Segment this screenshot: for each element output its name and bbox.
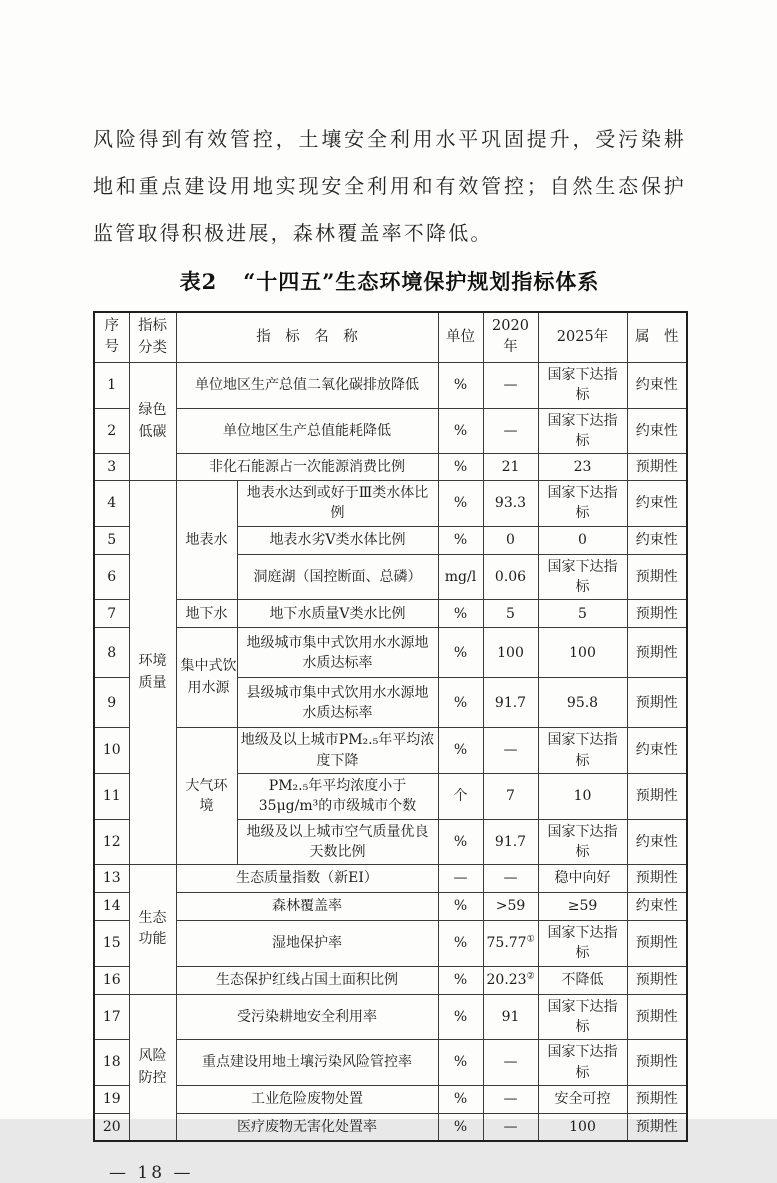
indicator-name-cell: PM₂.₅年平均浓度小于35μg/m³的市级城市个数 xyxy=(237,773,438,819)
unit-cell: % xyxy=(438,1113,483,1141)
indicator-name-cell: 地下水质量Ⅴ类水比例 xyxy=(237,600,438,628)
value-2025-cell: 国家下达指标 xyxy=(538,1040,627,1086)
unit-cell: % xyxy=(438,362,483,408)
indicator-name-cell: 县级城市集中式饮用水水源地水质达标率 xyxy=(237,678,438,728)
attribute-cell: 约束性 xyxy=(627,408,687,454)
row-number-cell: 19 xyxy=(94,1085,129,1113)
row-number-cell: 4 xyxy=(94,481,129,527)
table-title-prefix: 表2 xyxy=(179,269,218,294)
row-number-cell: 9 xyxy=(94,678,129,728)
category-cell-green: 绿色低碳 xyxy=(129,362,176,480)
attribute-cell: 预期性 xyxy=(627,865,687,893)
attribute-cell: 约束性 xyxy=(627,728,687,774)
indicator-name-cell: 湿地保护率 xyxy=(176,921,438,967)
indicator-name-cell: 地表水劣Ⅴ类水体比例 xyxy=(237,526,438,554)
value-2020-cell: 91.7 xyxy=(483,819,538,865)
value-2020-cell: — xyxy=(483,1113,538,1141)
value-2025-cell: 23 xyxy=(538,454,627,481)
value-2025-cell: 95.8 xyxy=(538,678,627,728)
value-2025-cell: 国家下达指标 xyxy=(538,819,627,865)
value-2025-cell: 0 xyxy=(538,526,627,554)
table-row xyxy=(94,600,687,628)
footnote-marker: ② xyxy=(526,971,535,982)
value-2025-cell: 安全可控 xyxy=(538,1085,627,1113)
value-2020-cell: 91.7 xyxy=(483,678,538,728)
value-2025-cell: 5 xyxy=(538,600,627,628)
indicator-name-cell: 生态保护红线占国土面积比例 xyxy=(176,966,438,994)
indicator-name-cell: 森林覆盖率 xyxy=(176,893,438,921)
row-number-cell: 1 xyxy=(94,362,129,408)
value-2020-cell: 21 xyxy=(483,454,538,481)
table-row xyxy=(94,628,687,678)
indicator-name-cell: 地表水达到或好于Ⅲ类水体比例 xyxy=(237,481,438,527)
value-2020-cell: — xyxy=(483,865,538,893)
col-header-attr: 属 性 xyxy=(627,312,687,362)
value-2020-cell: 7 xyxy=(483,773,538,819)
table-row xyxy=(94,408,687,454)
unit-cell: 个 xyxy=(438,773,483,819)
unit-cell: % xyxy=(438,481,483,527)
table-row xyxy=(94,966,687,994)
category-cell-ecology: 生态功能 xyxy=(129,865,176,995)
attribute-cell: 约束性 xyxy=(627,481,687,527)
col-header-no: 序号 xyxy=(94,312,129,362)
value-2025-cell: 国家下达指标 xyxy=(538,362,627,408)
value-2020-cell: — xyxy=(483,362,538,408)
value-2020-cell: — xyxy=(483,728,538,774)
value-2020-cell: 93.3 xyxy=(483,481,538,527)
indicator-name-cell: 生态质量指数（新EI） xyxy=(176,865,438,893)
col-header-2025: 2025年 xyxy=(538,312,627,362)
row-number-cell: 10 xyxy=(94,728,129,774)
attribute-cell: 预期性 xyxy=(627,600,687,628)
indicator-name-cell: 单位地区生产总值二氧化碳排放降低 xyxy=(176,362,438,408)
value-2020-cell: 91 xyxy=(483,994,538,1040)
table-title xyxy=(93,266,686,296)
unit-cell: % xyxy=(438,893,483,921)
table-row xyxy=(94,865,687,893)
value-2025-cell: 不降低 xyxy=(538,966,627,994)
body-paragraph: 风险得到有效管控，土壤安全利用水平巩固提升，受污染耕地和重点建设用地实现安全利用和有效管控；自然生态保护监管取得积极进展，森林覆盖率不降低。 xyxy=(93,127,686,245)
category-cell-environment: 环境质量 xyxy=(129,481,176,865)
row-number-cell: 6 xyxy=(94,554,129,600)
col-header-name: 指 标 名 称 xyxy=(176,312,438,362)
table-row xyxy=(94,728,687,774)
attribute-cell: 约束性 xyxy=(627,362,687,408)
unit-cell: % xyxy=(438,921,483,967)
value-2020-cell: 0 xyxy=(483,526,538,554)
indicator-name-cell: 地级及以上城市PM₂.₅年平均浓度下降 xyxy=(237,728,438,774)
indicator-name-cell: 地级城市集中式饮用水水源地水质达标率 xyxy=(237,628,438,678)
value-2020-cell: — xyxy=(483,408,538,454)
table-row xyxy=(94,893,687,921)
value-2025-cell: 国家下达指标 xyxy=(538,554,627,600)
value-2020-cell: 5 xyxy=(483,600,538,628)
table-row xyxy=(94,362,687,408)
value-2025-cell: 100 xyxy=(538,628,627,678)
footnote-marker: ① xyxy=(526,934,535,945)
value-2025-cell: 国家下达指标 xyxy=(538,728,627,774)
value-2020-cell: >59 xyxy=(483,893,538,921)
indicator-name-cell: 医疗废物无害化处置率 xyxy=(176,1113,438,1141)
unit-cell: % xyxy=(438,454,483,481)
subcategory-cell-drinking-water: 集中式饮用水源 xyxy=(176,628,237,728)
attribute-cell: 约束性 xyxy=(627,893,687,921)
unit-cell: % xyxy=(438,1040,483,1086)
indicator-name-cell: 工业危险废物处置 xyxy=(176,1085,438,1113)
value-2025-cell: 100 xyxy=(538,1113,627,1141)
row-number-cell: 15 xyxy=(94,921,129,967)
table-row xyxy=(94,1113,687,1141)
unit-cell: — xyxy=(438,865,483,893)
unit-cell: % xyxy=(438,628,483,678)
unit-cell: % xyxy=(438,994,483,1040)
table-row xyxy=(94,921,687,967)
table-row xyxy=(94,1085,687,1113)
table-title-main: “十四五”生态环境保护规划指标体系 xyxy=(243,269,600,294)
header-row xyxy=(94,312,687,362)
attribute-cell: 预期性 xyxy=(627,921,687,967)
attribute-cell: 预期性 xyxy=(627,773,687,819)
table-row xyxy=(94,1040,687,1086)
indicator-table xyxy=(93,311,688,1142)
unit-cell: % xyxy=(438,526,483,554)
attribute-cell: 预期性 xyxy=(627,1085,687,1113)
value-2020-cell: 20.23② xyxy=(483,966,538,994)
page-number: — 18 — xyxy=(109,1163,194,1183)
table-row xyxy=(94,994,687,1040)
col-header-category: 指标分类 xyxy=(129,312,176,362)
attribute-cell: 约束性 xyxy=(627,819,687,865)
row-number-cell: 14 xyxy=(94,893,129,921)
value-2025-cell: 稳中向好 xyxy=(538,865,627,893)
attribute-cell: 预期性 xyxy=(627,454,687,481)
row-number-cell: 8 xyxy=(94,628,129,678)
row-number-cell: 5 xyxy=(94,526,129,554)
indicator-name-cell: 非化石能源占一次能源消费比例 xyxy=(176,454,438,481)
unit-cell: % xyxy=(438,966,483,994)
attribute-cell: 预期性 xyxy=(627,994,687,1040)
attribute-cell: 约束性 xyxy=(627,526,687,554)
col-header-unit: 单位 xyxy=(438,312,483,362)
value-2020-cell: 0.06 xyxy=(483,554,538,600)
row-number-cell: 16 xyxy=(94,966,129,994)
row-number-cell: 18 xyxy=(94,1040,129,1086)
row-number-cell: 3 xyxy=(94,454,129,481)
attribute-cell: 预期性 xyxy=(627,1113,687,1141)
col-header-2020: 2020年 xyxy=(483,312,538,362)
unit-cell: % xyxy=(438,600,483,628)
value-2025-cell: 国家下达指标 xyxy=(538,921,627,967)
indicator-name-cell: 重点建设用地土壤污染风险管控率 xyxy=(176,1040,438,1086)
attribute-cell: 预期性 xyxy=(627,678,687,728)
unit-cell: mg/l xyxy=(438,554,483,600)
unit-cell: % xyxy=(438,728,483,774)
row-number-cell: 7 xyxy=(94,600,129,628)
indicator-name-cell: 受污染耕地安全利用率 xyxy=(176,994,438,1040)
unit-cell: % xyxy=(438,1085,483,1113)
row-number-cell: 20 xyxy=(94,1113,129,1141)
value-2025-cell: 10 xyxy=(538,773,627,819)
subcategory-cell-atmosphere: 大气环境 xyxy=(176,728,237,865)
unit-cell: % xyxy=(438,819,483,865)
value-2025-cell: 国家下达指标 xyxy=(538,408,627,454)
row-number-cell: 17 xyxy=(94,994,129,1040)
unit-cell: % xyxy=(438,408,483,454)
attribute-cell: 预期性 xyxy=(627,966,687,994)
value-2020-cell: — xyxy=(483,1085,538,1113)
value-2025-cell: 国家下达指标 xyxy=(538,481,627,527)
indicator-name-cell: 单位地区生产总值能耗降低 xyxy=(176,408,438,454)
row-number-cell: 11 xyxy=(94,773,129,819)
attribute-cell: 预期性 xyxy=(627,554,687,600)
category-cell-risk: 风险防控 xyxy=(129,994,176,1141)
table-row xyxy=(94,481,687,527)
indicator-name-cell: 地级及以上城市空气质量优良天数比例 xyxy=(237,819,438,865)
subcategory-cell-surface-water: 地表水 xyxy=(176,481,237,600)
value-2025-cell: ≥59 xyxy=(538,893,627,921)
table-row xyxy=(94,454,687,481)
value-2020-cell: 100 xyxy=(483,628,538,678)
attribute-cell: 预期性 xyxy=(627,628,687,678)
subcategory-cell-groundwater: 地下水 xyxy=(176,600,237,628)
row-number-cell: 2 xyxy=(94,408,129,454)
unit-cell: % xyxy=(438,678,483,728)
row-number-cell: 12 xyxy=(94,819,129,865)
row-number-cell: 13 xyxy=(94,865,129,893)
value-2020-cell: 75.77① xyxy=(483,921,538,967)
attribute-cell: 预期性 xyxy=(627,1040,687,1086)
value-2020-cell: — xyxy=(483,1040,538,1086)
indicator-name-cell: 洞庭湖（国控断面、总磷） xyxy=(237,554,438,600)
value-2025-cell: 国家下达指标 xyxy=(538,994,627,1040)
